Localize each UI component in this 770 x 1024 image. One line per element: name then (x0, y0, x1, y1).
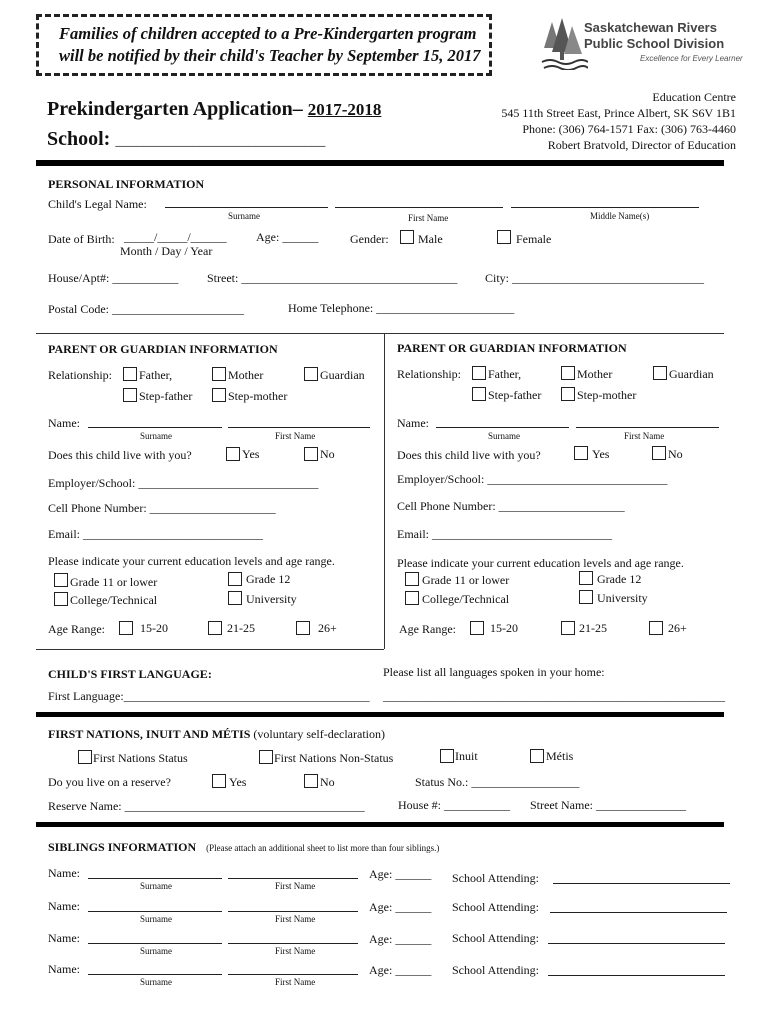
parent-column-divider (384, 333, 385, 649)
sibling-surname-field[interactable] (88, 974, 222, 975)
first-name-field[interactable] (335, 207, 503, 208)
age-range-label-2: Age Range: (399, 622, 456, 636)
first-name-caption: First Name (408, 213, 449, 223)
live-with-question-2: Does this child live with you? (397, 448, 541, 462)
grade11-label-2: Grade 11 or lower (422, 573, 510, 587)
live-with-no-checkbox[interactable] (304, 447, 318, 461)
parent-first-name-field-2[interactable] (576, 427, 719, 428)
age-21-25-label-2: 21-25 (579, 621, 607, 635)
relationship-label: Relationship: (48, 368, 112, 382)
parent-surname-field[interactable] (88, 427, 222, 428)
stepmother-label: Step-mother (228, 389, 288, 403)
siblings-heading: SIBLINGS INFORMATION (48, 840, 197, 854)
school-field (47, 128, 325, 151)
cell-phone-field-2[interactable]: Cell Phone Number: _____________________ (397, 499, 625, 513)
house-number-field[interactable]: House #: ___________ (398, 798, 510, 812)
parent-surname-caption: Surname (140, 431, 172, 441)
sibling-name-label: Name: (48, 866, 80, 880)
age-26-plus-checkbox[interactable] (296, 621, 310, 635)
sibling-first-name-field[interactable] (228, 943, 358, 944)
address-line-3: Phone: (306) 764-1571 Fax: (306) 763-4460 (522, 122, 736, 136)
address-line-2: 545 11th Street East, Prince Albert, SK S6V 1B1 (501, 106, 736, 120)
stepfather-checkbox-2[interactable] (472, 387, 486, 401)
grade11-label: Grade 11 or lower (70, 575, 158, 589)
email-field-2[interactable]: Email: ______________________________ (397, 527, 612, 541)
relationship-label-2: Relationship: (397, 367, 461, 381)
reserve-no-label: No (320, 775, 335, 789)
parent-name-label: Name: (48, 416, 80, 430)
parent-section-bottom-border (36, 649, 384, 650)
language-heading: CHILD'S FIRST LANGUAGE: (48, 667, 212, 681)
school-label: School: (47, 128, 111, 150)
sibling-name-label: Name: (48, 899, 80, 913)
logo-name-line-2: Public School Division (584, 36, 725, 51)
sibling-age-field[interactable]: Age: ______ (369, 932, 432, 946)
college-checkbox[interactable] (54, 592, 68, 606)
parent-name-label-2: Name: (397, 416, 429, 430)
gender-label: Gender: (350, 232, 389, 246)
fn-nonstatus-label: First Nations Non-Status (274, 751, 394, 765)
sibling-school-field[interactable] (553, 883, 730, 884)
street-field[interactable]: Street: ____________________________________ (207, 271, 458, 285)
father-label-2: Father, (488, 367, 522, 381)
house-field[interactable]: House/Apt#: ___________ (48, 271, 179, 285)
sibling-first-name-caption: First Name (275, 977, 316, 987)
postal-code-field[interactable]: Postal Code: ______________________ (48, 302, 245, 316)
father-checkbox-2[interactable] (472, 366, 486, 380)
male-checkbox[interactable] (400, 230, 414, 244)
fnim-heading (48, 727, 385, 741)
metis-label: Métis (546, 749, 574, 763)
reserve-question: Do you live on a reserve? (48, 775, 171, 789)
father-label: Father, (139, 368, 173, 382)
dob-hint: Month / Day / Year (120, 244, 213, 258)
logo-tagline: Excellence for Every Learner (640, 54, 743, 63)
middle-name-caption: Middle Name(s) (590, 211, 650, 221)
city-field[interactable]: City: ________________________________ (485, 271, 705, 285)
stepmother-checkbox-2[interactable] (561, 387, 575, 401)
sibling-first-name-field[interactable] (228, 974, 358, 975)
parent-heading-right: PARENT OR GUARDIAN INFORMATION (397, 341, 627, 355)
sibling-school-label: School Attending: (452, 963, 539, 977)
sibling-school-field[interactable] (550, 912, 727, 913)
guardian-checkbox-2[interactable] (653, 366, 667, 380)
age-range-label: Age Range: (48, 622, 105, 636)
education-prompt-2: Please indicate your current education levels and age range. (397, 556, 684, 570)
stepfather-label-2: Step-father (488, 388, 542, 402)
sibling-first-name-caption: First Name (275, 881, 316, 891)
age-21-25-checkbox[interactable] (208, 621, 222, 635)
first-language-field[interactable]: First Language:_________________________________________ (48, 689, 370, 703)
page-title (47, 98, 381, 121)
employer-field[interactable]: Employer/School: ______________________________ (48, 476, 319, 490)
title-main: Prekindergarten Application– (47, 98, 303, 120)
street-name-field[interactable]: Street Name: _______________ (530, 798, 686, 812)
university-checkbox[interactable] (228, 591, 242, 605)
mother-checkbox-2[interactable] (561, 366, 575, 380)
age-15-20-checkbox-2[interactable] (470, 621, 484, 635)
age-15-20-label: 15-20 (140, 621, 168, 635)
college-label: College/Technical (70, 593, 158, 607)
parent-section-top-border (36, 333, 724, 334)
age-26-plus-label-2: 26+ (668, 621, 687, 635)
age-21-25-checkbox-2[interactable] (561, 621, 575, 635)
guardian-label-2: Guardian (669, 367, 714, 381)
address-block (501, 90, 736, 152)
sibling-school-field[interactable] (548, 975, 725, 976)
reserve-yes-label: Yes (229, 775, 247, 789)
live-with-no-label: No (320, 447, 335, 461)
cell-phone-field[interactable]: Cell Phone Number: _____________________ (48, 501, 276, 515)
sibling-first-name-caption: First Name (275, 946, 316, 956)
fnim-voluntary-note: (voluntary self-declaration) (253, 727, 385, 741)
live-with-no-checkbox-2[interactable] (652, 446, 666, 460)
notice-line-1: Families of children accepted to a Pre-Kindergarten program (59, 24, 477, 43)
age-21-25-label: 21-25 (227, 621, 255, 635)
sibling-name-label: Name: (48, 962, 80, 976)
sibling-surname-caption: Surname (140, 977, 172, 987)
sibling-surname-caption: Surname (140, 946, 172, 956)
sibling-surname-field[interactable] (88, 878, 222, 879)
stepmother-label-2: Step-mother (577, 388, 637, 402)
age-15-20-label-2: 15-20 (490, 621, 518, 635)
sibling-school-label: School Attending: (452, 931, 539, 945)
grade12-label-2: Grade 12 (597, 572, 642, 586)
parent-heading-left: PARENT OR GUARDIAN INFORMATION (48, 342, 278, 356)
dob-field[interactable]: _____/_____/______ (124, 230, 227, 244)
notice-line-2: will be notified by their child's Teacher by September 15, 2017 (59, 46, 481, 65)
middle-name-field[interactable] (511, 207, 699, 208)
guardian-label: Guardian (320, 368, 365, 382)
inuit-label: Inuit (455, 749, 478, 763)
grade12-label: Grade 12 (246, 572, 291, 586)
reserve-name-field[interactable]: Reserve Name: ________________________________________ (48, 799, 365, 813)
college-checkbox-2[interactable] (405, 591, 419, 605)
sibling-school-field[interactable] (548, 943, 725, 944)
title-year: 2017-2018 (307, 100, 382, 119)
age-26-plus-checkbox-2[interactable] (649, 621, 663, 635)
email-field[interactable]: Email: ______________________________ (48, 527, 263, 541)
division-logo (540, 18, 743, 78)
divider-bar (36, 160, 724, 166)
notice-box (36, 14, 492, 76)
live-with-yes-checkbox[interactable] (226, 447, 240, 461)
male-label: Male (418, 232, 443, 246)
sibling-first-name-field[interactable] (228, 911, 358, 912)
father-checkbox[interactable] (123, 367, 137, 381)
parent-first-name-caption-2: First Name (624, 431, 665, 441)
live-with-no-label-2: No (668, 447, 683, 461)
sibling-name-label: Name: (48, 931, 80, 945)
mother-checkbox[interactable] (212, 367, 226, 381)
sibling-surname-field[interactable] (88, 943, 222, 944)
education-prompt: Please indicate your current education levels and age range. (48, 554, 335, 568)
parent-surname-caption-2: Surname (488, 431, 520, 441)
sibling-first-name-field[interactable] (228, 878, 358, 879)
fn-nonstatus-checkbox[interactable] (259, 750, 273, 764)
grade11-checkbox[interactable] (54, 573, 68, 587)
age-26-plus-label: 26+ (318, 621, 337, 635)
sibling-first-name-caption: First Name (275, 914, 316, 924)
stepfather-label: Step-father (139, 389, 193, 403)
fnim-heading-text: FIRST NATIONS, INUIT AND MÉTIS (48, 727, 251, 741)
fn-status-checkbox[interactable] (78, 750, 92, 764)
stepmother-checkbox[interactable] (212, 388, 226, 402)
parent-first-name-caption: First Name (275, 431, 316, 441)
university-label: University (246, 592, 297, 606)
age-15-20-checkbox[interactable] (119, 621, 133, 635)
school-blank[interactable]: ______________________________ (115, 134, 326, 149)
age-field[interactable]: Age: ______ (256, 230, 319, 244)
sibling-age-field[interactable]: Age: ______ (369, 963, 432, 977)
stepfather-checkbox[interactable] (123, 388, 137, 402)
status-number-field[interactable]: Status No.: __________________ (415, 775, 580, 789)
logo-name-line-1: Saskatchewan Rivers (584, 20, 717, 35)
sibling-school-label: School Attending: (452, 900, 539, 914)
live-with-yes-label-2: Yes (592, 447, 610, 461)
language-list-prompt: Please list all languages spoken in your home: (383, 665, 605, 679)
surname-caption: Surname (228, 211, 260, 221)
parent-surname-field-2[interactable] (436, 427, 569, 428)
sibling-surname-caption: Surname (140, 914, 172, 924)
mother-label-2: Mother (577, 367, 613, 381)
dob-label: Date of Birth: (48, 232, 115, 246)
guardian-checkbox[interactable] (304, 367, 318, 381)
reserve-yes-checkbox[interactable] (212, 774, 226, 788)
siblings-heading-row (48, 838, 439, 856)
address-line-1: Education Centre (652, 90, 736, 104)
live-with-question: Does this child live with you? (48, 448, 192, 462)
legal-name-label: Child's Legal Name: (48, 197, 147, 211)
reserve-no-checkbox[interactable] (304, 774, 318, 788)
university-checkbox-2[interactable] (579, 590, 593, 604)
divider-bar-2 (36, 712, 724, 717)
languages-list-field[interactable]: _________________________________________________________ (383, 689, 725, 703)
grade11-checkbox-2[interactable] (405, 572, 419, 586)
siblings-note: (Please attach an additional sheet to list more than four siblings.) (206, 843, 440, 853)
female-checkbox[interactable] (497, 230, 511, 244)
sibling-age-field[interactable]: Age: ______ (369, 867, 432, 881)
female-label: Female (516, 232, 552, 246)
sibling-surname-caption: Surname (140, 881, 172, 891)
live-with-yes-label: Yes (242, 447, 260, 461)
sibling-school-label: School Attending: (452, 871, 539, 885)
sibling-surname-field[interactable] (88, 911, 222, 912)
divider-bar-3 (36, 822, 724, 827)
home-telephone-field[interactable]: Home Telephone: _______________________ (288, 301, 515, 315)
inuit-checkbox[interactable] (440, 749, 454, 763)
fn-status-label: First Nations Status (93, 751, 188, 765)
sibling-age-field[interactable]: Age: ______ (369, 900, 432, 914)
university-label-2: University (597, 591, 648, 605)
grade12-checkbox[interactable] (228, 572, 242, 586)
parent-first-name-field[interactable] (228, 427, 370, 428)
metis-checkbox[interactable] (530, 749, 544, 763)
mother-label: Mother (228, 368, 264, 382)
tree-icon (540, 18, 588, 70)
live-with-yes-checkbox-2[interactable] (574, 446, 588, 460)
address-line-4: Robert Bratvold, Director of Education (547, 138, 736, 152)
surname-field[interactable] (165, 207, 328, 208)
personal-heading: PERSONAL INFORMATION (48, 177, 205, 191)
employer-field-2[interactable]: Employer/School: ______________________________ (397, 472, 668, 486)
grade12-checkbox-2[interactable] (579, 571, 593, 585)
college-label-2: College/Technical (422, 592, 510, 606)
